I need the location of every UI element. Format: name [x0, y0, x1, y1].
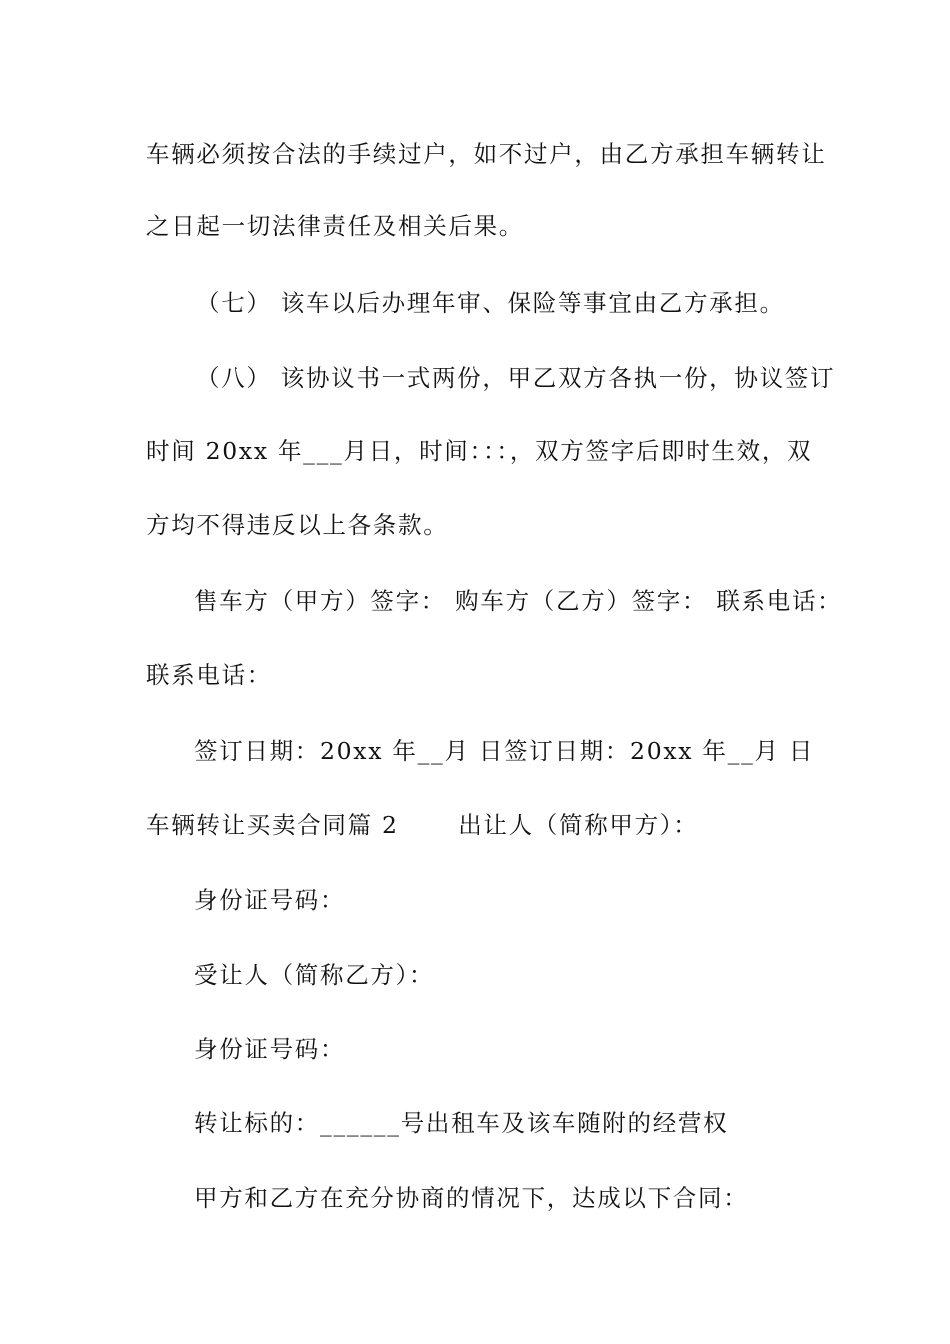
id-number-line-1: 身份证号码：: [194, 886, 346, 914]
id-number-line-2: 身份证号码：: [194, 1035, 346, 1063]
transferee-line: 受让人（简称乙方）：: [194, 961, 435, 989]
clause-8-line: （八） 该协议书一式两份，甲乙双方各执一份，协议签订: [196, 364, 836, 392]
agreement-intro-line: 甲方和乙方在充分协商的情况下，达成以下合同：: [194, 1184, 749, 1212]
paragraph-line-2: 之日起一切法律责任及相关后果。: [146, 212, 524, 240]
paragraph-line-6: 方均不得违反以上各条款。: [146, 511, 449, 539]
transfer-subject-line: 转让标的：______号出租车及该车随附的经营权: [194, 1109, 729, 1137]
paragraph-line-1: 车辆必须按合法的手续过户，如不过户，由乙方承担车辆转让: [146, 140, 827, 168]
clause-7-line: （七） 该车以后办理年审、保险等事宜由乙方承担。: [196, 289, 785, 317]
signature-line: 售车方（甲方）签字： 购车方（乙方）签字： 联系电话：: [194, 587, 843, 615]
contact-phone-line: 联系电话：: [146, 661, 272, 689]
contract-title-line: 车辆转让买卖合同篇 2 出让人（简称甲方）：: [146, 811, 699, 839]
sign-date-line: 签订日期：20xx 年__月 日签订日期：20xx 年__月 日: [194, 737, 815, 765]
paragraph-line-5: 时间 20xx 年___月日，时间：：：，双方签字后即时生效，双: [146, 437, 813, 465]
